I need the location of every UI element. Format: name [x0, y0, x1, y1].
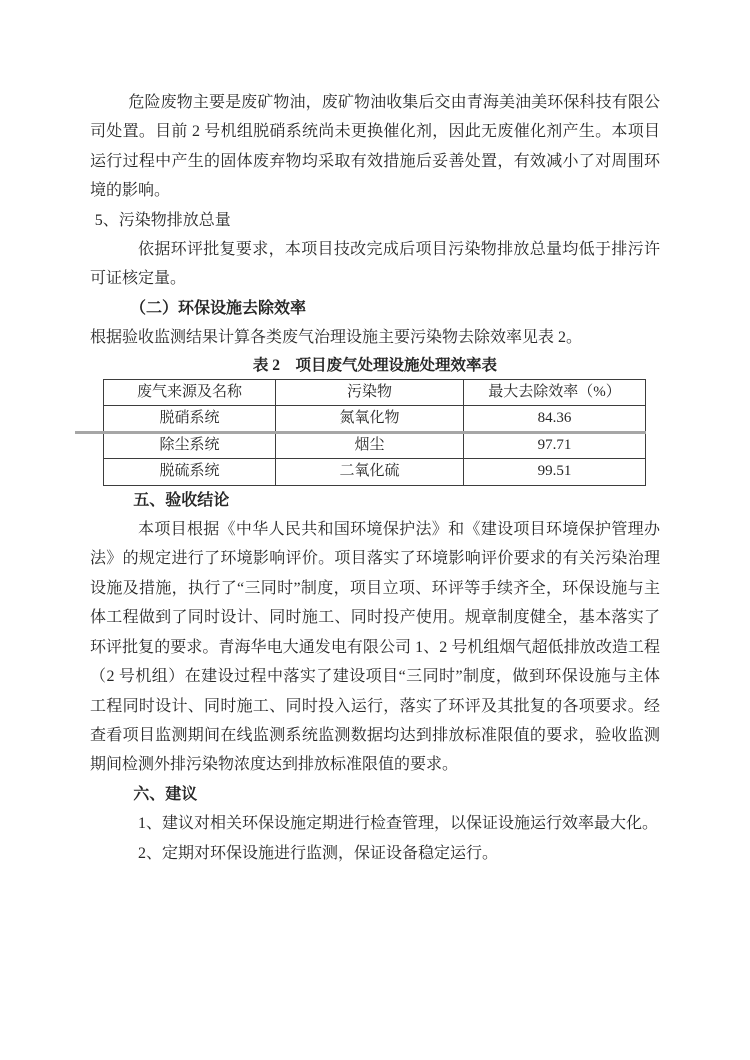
heading-pollutant-total: 5、污染物排放总量: [94, 211, 231, 229]
paragraph-table-intro: 根据验收监测结果计算各类废气治理设施主要污染物去除效率见表 2。: [90, 329, 583, 347]
table-row: [104, 406, 646, 433]
table-cell-source: 除尘系统: [104, 432, 276, 459]
table-cell-pollutant: 烟尘: [276, 432, 464, 459]
heading-conclusion: 五、验收结论: [133, 491, 230, 509]
document-content: [90, 88, 660, 868]
table-cell-efficiency: 97.71: [464, 432, 646, 459]
paragraph-pollutant-total: 依据环评批复要求，本项目技改完成后项目污染物排放总量均低于排污许可证核定量。: [90, 241, 660, 288]
table-header-source: 废气来源及名称: [104, 379, 276, 406]
table-caption: 表 2 项目废气处理设施处理效率表: [252, 356, 498, 374]
heading-removal-efficiency: （二）环保设施去除效率: [130, 299, 307, 317]
table-cell-efficiency: 84.36: [464, 406, 646, 433]
paragraph-conclusion: 本项目根据《中华人民共和国环境保护法》和《建设项目环境保护管理办法》的规定进行了环境影响评价。项目落实了环境影响评价要求的有关污染治理设施及措施，执行了“三同时”制度，项目立项、环评等手续齐全，环保设施与主体工程做到了同时设计、同时施工、同时投产使用。规章制度健全，基本落实了环评批复的要求。青海华电大通发电有限公司 1、2 号机组烟气超低排放改造工程（2 号机组）在建设过程中落实了建设项目“三同时”制度，做到环保设施与主体工程同时设计、同时施工、同时投入运行，落实了环评及其批复的各项要求。经查看项目监测期间在线监测系统监测数据均达到排放标准限值的要求，验收监测期间检测外排污染物浓度达到排放标准限值的要求。: [90, 521, 660, 774]
table-cell-source: 脱硫系统: [104, 459, 276, 486]
table-header-row: [104, 379, 646, 406]
table-cell-efficiency: 99.51: [464, 459, 646, 486]
horizontal-divider-artifact: [75, 431, 646, 434]
table-header-pollutant: 污染物: [276, 379, 464, 406]
heading-suggestion: 六、建议: [133, 785, 198, 803]
table-cell-pollutant: 二氧化硫: [276, 459, 464, 486]
table-cell-pollutant: 氮氧化物: [276, 406, 464, 433]
paragraph-suggestion-1: 1、建议对相关环保设施定期进行检查管理，以保证设施运行效率最大化。: [138, 815, 659, 833]
table-row: [104, 432, 646, 459]
table-row: [104, 459, 646, 486]
paragraph-solid-waste: 危险废物主要是废矿物油，废矿物油收集后交由青海美油美环保科技有限公司处置。目前 2 号机组脱硝系统尚未更换催化剂，因此无废催化剂产生。本项目运行过程中产生的固体废弃物均采取有效措施后妥善处置，有效减小了对周围环境的影响。: [90, 94, 660, 200]
paragraph-suggestion-2: 2、定期对环保设施进行监测，保证设备稳定运行。: [138, 844, 499, 862]
table-header-efficiency: 最大去除效率（%）: [464, 379, 646, 406]
table-cell-source: 脱硝系统: [104, 406, 276, 433]
